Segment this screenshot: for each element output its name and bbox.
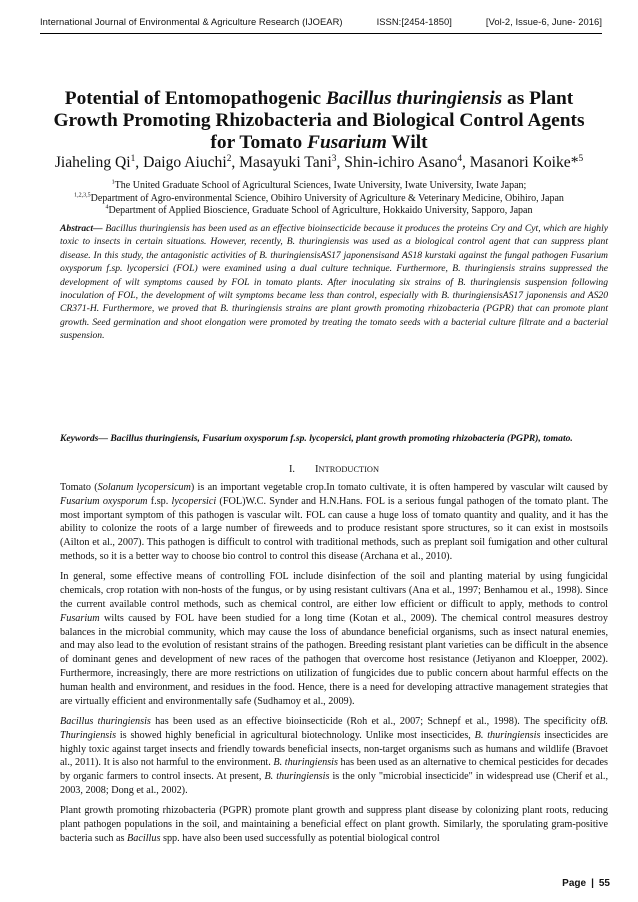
- page-number: 55: [598, 878, 610, 889]
- title-line-2: Growth Promoting Rhizobacteria and Biological Control Agents: [53, 110, 585, 131]
- author-name: Masanori Koike*: [469, 154, 579, 171]
- section-title-initial: I: [315, 464, 319, 475]
- section-title-rest: NTRODUCTION: [318, 465, 380, 474]
- author-separator: ,: [336, 154, 345, 171]
- page-separator: |: [591, 878, 594, 889]
- author-affil-mark: 3: [331, 153, 337, 164]
- text-run: has been used as an effective bioinsecticide (Roh et al., 2007; Schnepf et al., 1998). The specificity of: [150, 715, 600, 727]
- text-run: wilts caused by FOL have been studied for a long time (Kotan et al., 2009). The chemical control measures destroy balances in the microbial community, which may cause the loss of abundance beneficial organisms, such as insect natural enemies, and may also lead to the evolution of resistant strains of the pathogen. Breeding resistant plant varieties can be difficult in the absence of dominant genes and development of new races of the pathogen that overcome host resistance (Jetiyanon and Kloepper, 2002). Furthermore, increasingly, there are more restrictions on utilization of fungicides due to public concern about harmful effects on the human health and environment, and residues in the food. Hence, there is a need for developing attractive management strategies that are virtually efficient and environmentally safe (Sudhamoy et al., 2009).: [60, 612, 608, 707]
- author-name: Masayuki Tani: [239, 154, 332, 171]
- italic-run: B. thuringiensis: [273, 757, 338, 769]
- header-rule: [40, 33, 602, 34]
- paragraph-2: [60, 570, 608, 708]
- introduction-body: [60, 481, 608, 852]
- author: [143, 154, 239, 171]
- keywords: [60, 432, 608, 445]
- title-text: as Plant: [502, 88, 574, 109]
- author-affil-mark: 2: [226, 153, 232, 164]
- keywords-label: Keywords—: [60, 433, 108, 444]
- affil-text: Department of Applied Bioscience, Graduate School of Agriculture, Hokkaido University, Sapporo, Japan: [108, 205, 533, 217]
- text-run: ) is an important vegetable crop.In tomato cultivate, it is often hampered by vascular wilt caused by: [190, 482, 608, 493]
- italic-run: Solanum lycopersicum: [97, 482, 191, 493]
- author-affil-mark: 1: [130, 153, 136, 164]
- author-separator: ,: [135, 154, 144, 171]
- paragraph-3: [60, 715, 608, 798]
- affil-mark: 1,2,3,5: [74, 192, 91, 199]
- italic-run: B. thuringiensis: [474, 729, 541, 741]
- abstract-label: Abstract—: [60, 223, 103, 234]
- paragraph-1: [60, 481, 608, 564]
- author-separator: ,: [231, 154, 240, 171]
- text-run: Tomato (: [60, 482, 98, 493]
- italic-run: Bacillus thuringiensis: [60, 715, 151, 727]
- author-affil-mark: 5: [578, 153, 584, 164]
- author: [470, 154, 583, 171]
- text-run: insecticides are highly toxic against target insects and friendly towards beneficial insects, non-target organisms such as humans and wildlife (Bravoet al., 2011). It is also not harmful to the environment.: [60, 729, 608, 769]
- journal-name: International Journal of Environmental & Agriculture Research (IJOEAR): [40, 15, 343, 27]
- title-line-1: [46, 88, 592, 110]
- author-list: [20, 154, 618, 172]
- issn: ISSN:[2454-1850]: [376, 15, 452, 27]
- affil-mark: 4: [105, 204, 109, 211]
- affil-mark: 1: [111, 179, 115, 186]
- section-number: I.: [288, 464, 296, 475]
- title-line-3: [46, 132, 592, 154]
- section-heading-introduction: [60, 464, 608, 475]
- affiliation-1: [30, 180, 608, 193]
- italic-run: B. thuringiensis: [264, 771, 330, 783]
- page-footer: [562, 878, 610, 889]
- text-run: spp. have also been used successfully as potential biological control: [160, 832, 440, 844]
- affiliation-3: [30, 205, 608, 218]
- author-name: Daigo Aiuchi: [143, 154, 227, 171]
- keywords-text: Bacillus thuringiensis, Fusarium oxysporum f.sp. lycopersici, plant growth promoting rhizobacteria (PGPR), tomato.: [107, 433, 573, 444]
- affil-text: The United Graduate School of Agricultural Sciences, Iwate University, Iwate University, Iwate Japan;: [114, 180, 527, 191]
- text-run: f.sp.: [147, 495, 172, 507]
- author: [239, 154, 344, 171]
- page-label: Page: [562, 878, 587, 889]
- italic-run: B. Thuringiensis: [60, 715, 608, 741]
- text-run: (FOL)W.C. Synder and H.N.Hans. FOL is a serious fungal pathogen of the tomato plant. The most important symptom of this pathogen is vascular wilt. FOL can cause a huge loss of tomato quantity and quality, and it has the ability to colonize the roots of a large number of fireweeds and to produce resistant spore structures, so it can exist in mostsoils (Ailton et al., 2007). This pathogen is difficult to control with traditional methods, such as preplant soil fumigation and other cultural methods, so it is a better way to choose bio control to control this disease (Archana et al., 2010).: [60, 495, 609, 562]
- affiliation-2: [30, 193, 608, 206]
- italic-run: Fusarium: [60, 612, 100, 624]
- paragraph-4: [60, 804, 608, 845]
- author-name: Jiaheling Qi: [54, 154, 131, 171]
- text-run: has been used as an alternative to chemical pesticides for decades by organic farmers to control insects. At present,: [60, 757, 609, 783]
- title-text: Potential of Entomopathogenic: [64, 88, 326, 109]
- text-run: Plant growth promoting rhizobacteria (PGPR) promote plant growth and suppress plant disease by colonizing plant roots, reducing plant pathogen populations in the soil, and maintaining a beneficial effect on plant growth. Similarly, the sporulating gram-positive bacteria such as: [60, 805, 608, 844]
- author: [344, 154, 470, 171]
- italic-run: Fusarium oxysporum: [60, 495, 148, 507]
- abstract-text: Bacillus thuringiensis has been used as an effective bioinsecticide because it produces the proteins Cry and Cyt, which are highly toxic to insects in certain situations. However, recently, B. thuringiensis was used as a biological control agent that can suppress plant disease. In this study, the antagonistic activities of B. thuringiensisAS17 japonensisand AS18 kurstaki against the fungal pathogen Fusarium oxysporum f.sp. lycopersici (FOL) were examined using a dual culture technique. Furthermore, B. thuringiensis strains suppressed the development of wilt symptoms caused by FOL in tomato plants. After inoculating six strains of B. thuringiensis suspension following inoculation of FOL, the development of wilt symptoms became less than control, especially with B. thuringiensisAS17 japonensis and AS20 CR371-H. Furthermore, we proved that B. thuringiensis strains are plant growth promoting rhizobacteria (PGPR) that can promote plant growth. Seed germination and shoot elongation were promoted by treating the tomato seeds with a bacterial culture filtrate and a bacterial suspension.: [60, 223, 608, 342]
- title-genus: Fusarium: [307, 132, 387, 153]
- title-text: Wilt: [386, 132, 428, 153]
- title-text: for Tomato: [210, 132, 308, 153]
- abstract: [60, 222, 608, 343]
- author-affil-mark: 4: [457, 153, 462, 164]
- author-separator: ,: [462, 154, 470, 171]
- affil-text: Department of Agro-environmental Science, Obihiro University of Agriculture & Veterinary Medicine, Obihiro, Japan: [90, 192, 564, 204]
- author: [55, 154, 143, 171]
- text-run: is showed highly beneficial in agricultural biotechnology. Unlike most insecticides,: [116, 729, 475, 741]
- running-header: [40, 11, 602, 31]
- volume-issue: [Vol-2, Issue-6, June- 2016]: [485, 15, 602, 27]
- italic-run: lycopersici: [171, 495, 217, 507]
- title-species: Bacillus thuringiensis: [325, 88, 503, 109]
- affiliations: [30, 180, 608, 218]
- italic-run: Bacillus: [127, 832, 161, 844]
- author-name: Shin-ichiro Asano: [344, 154, 458, 171]
- text-run: In general, some effective means of controlling FOL include disinfection of the soil and planting material by using fungicidal chemicals, crop rotation with non-hosts of the fungus, or by using resistant cultivars (Ana et al., 1997; Benhamou et al., 1998). Since the current available control methods, such as chemical control, are either low efficient or difficult to apply, methods to control: [60, 571, 608, 610]
- text-run: is the only "microbial insecticide" in widespread use (Cherif et al., 2003, 2008; Dong et al., 2002).: [60, 771, 608, 796]
- paper-title: [46, 88, 592, 154]
